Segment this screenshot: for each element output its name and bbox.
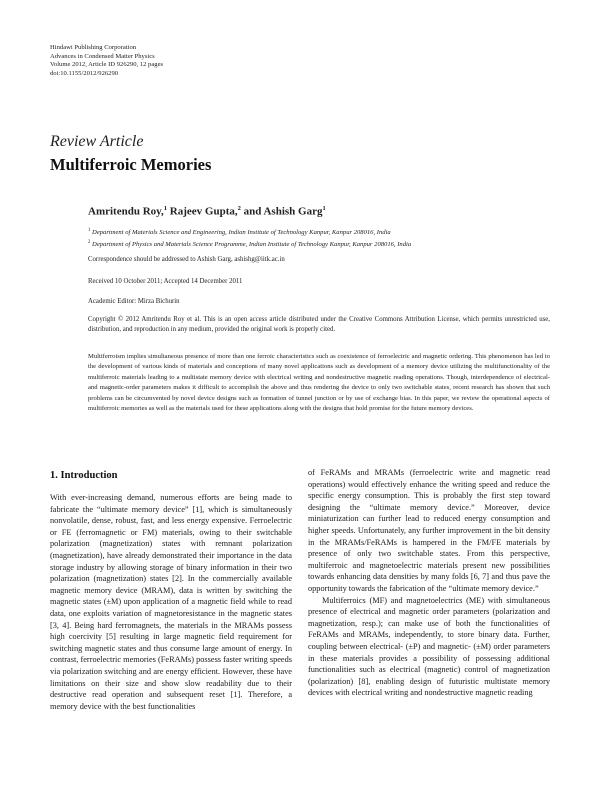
- body-column-left: [50, 492, 292, 712]
- author-name: Amritendu Roy,: [88, 205, 164, 218]
- volume-line: Volume 2012, Article ID 926290, 12 pages: [50, 61, 164, 69]
- body-paragraph: Multiferroics (MF) and magnetoelectrics (ME) with simultaneous presence of electrical and magnetic order parameters (polarization and magnetization, resp.); can make use of both the functionalities of FeRAMs and MRAMs, independently, to store binary data. Further, coupling between electrical- (±P) and magnetic- (±M) order parameters in these materials provides a possibility of possessing additional functionalities such as electrical (magnetic) control of magnetization (polarization) [8], enabling design of futuristic multistate memory devices with electrical writing and nondestructive magnetic reading: [308, 595, 550, 698]
- abstract: Multiferroism implies simultaneous presence of more than one ferroic characteristics such as coexistence of ferroelectric and magnetic ordering. This phenomenon has led to the development of various kinds of materials and conceptions of many novel applications such as development of a memory device utilizing the multifunctionality of the multiferroic materials leading to a multistate memory device with electrical writing and nondestructive magnetic reading operations. Though, interdependence of electrical- and magnetic-order parameters makes it difficult to accomplish the above and thus rendering the device to only two switchable states, recent research has shown that such problems can be circumvented by novel device designs such as formation of tunnel junction or by use of exchange bias. In this paper, we review the operational aspects of multiferroic memories as well as the materials used for these applications along with the designs that hold promise for the future memory devices.: [88, 353, 550, 413]
- doi-line: doi:10.1155/2012/926290: [50, 69, 119, 77]
- received-accepted-dates: Received 10 October 2011; Accepted 14 December 2011: [88, 278, 243, 285]
- affiliation-mark: 2: [88, 240, 91, 246]
- journal-name: Advances in Condensed Matter Physics: [50, 52, 155, 60]
- academic-editor: Academic Editor: Mirza Bichurin: [88, 298, 180, 305]
- correspondence-note: Correspondence should be addressed to Ashish Garg, ashishg@iitk.ac.in: [88, 256, 285, 263]
- author-name: and Ashish Garg: [240, 205, 323, 218]
- section-heading-introduction: 1. Introduction: [50, 470, 118, 481]
- affiliation-item: [88, 226, 550, 238]
- journal-header: [50, 44, 163, 78]
- affiliations: [88, 226, 550, 250]
- author-list: [88, 205, 550, 218]
- article-title: Multiferroic Memories: [50, 155, 212, 174]
- affiliation-item: [88, 238, 550, 250]
- affiliation-text: Department of Materials Science and Engineering, Indian Institute of Technology Kanpur, Kanpur 208016, India: [90, 229, 391, 237]
- author-affiliation-mark: 1: [322, 205, 326, 212]
- affiliation-mark: 1: [88, 228, 91, 233]
- body-paragraph: With ever-increasing demand, numerous efforts are being made to fabricate the “ultimate memory device” [1], which is simultaneously nonvolatile, dense, robust, fast, and less energy expensive. Ferroelectric or FE (ferromagnetic or FM) materials, owing to their switchable polarization (magnetization) states with remnant polarization (magnetization), have already demonstrated their importance in the data storage industry by allowing storage of binary information in their two polarization (magnetization) states [2]. In the commercially available magnetic memory device (MRAM), data is written by switching the magnetic states (±M) upon application of a magnetic field while to read data, one exploits variation of magnetoresistance in the magnetic states [3, 4]. Being hard ferromagnets, the materials in the MRAMs possess high coercivity [5] resulting in large magnetic field requirement for switching magnetic states and thus consume large amount of energy. In contrast, ferroelectric memories (FeRAMs) possess faster writing speeds via polarization switching and are energy efficient. However, these have limitations on their size and show slow readability due to their destructive read operation and subsequent reset [1]. Therefore, a memory device with the best functionalities: [50, 493, 292, 711]
- author-name: Rajeev Gupta,: [167, 205, 238, 218]
- affiliation-text: Department of Physics and Materials Science Programme, Indian Institute of Technology Kanpur, Kanpur 208016, India: [90, 241, 412, 249]
- publisher-line: Hindawi Publishing Corporation: [50, 44, 137, 51]
- copyright-notice: Copyright © 2012 Amritendu Roy et al. This is an open access article distributed under the Creative Commons Attribution License, which permits unrestricted use, distribution, and reproduction in any medium, provided the original work is properly cited.: [88, 316, 550, 334]
- author-affiliation-mark: 2: [237, 205, 241, 212]
- article-type: Review Article: [50, 133, 144, 150]
- author-affiliation-mark: 1: [163, 205, 168, 212]
- body-paragraph: of FeRAMs and MRAMs (ferroelectric write and magnetic read operations) would effectively enhance the writing speed and reduce the specific energy consumption. This is probably the first step toward designing the “ultimate memory device.” Moreover, device miniaturization can further lead to reduced energy consumption and higher speeds. Unfortunately, any further improvement in the bit density in the MRAMs/FeRAMs is hampered in the FM/FE materials by presence of only two switchable states. From this perspective, multiferroic and magnetoelectric materials present new possibilities towards enhancing data densities by many folds [6, 7] and thus pave the opportunity towards the fabrication of the “ultimate memory device.”: [308, 468, 550, 593]
- body-column-right: [308, 467, 550, 699]
